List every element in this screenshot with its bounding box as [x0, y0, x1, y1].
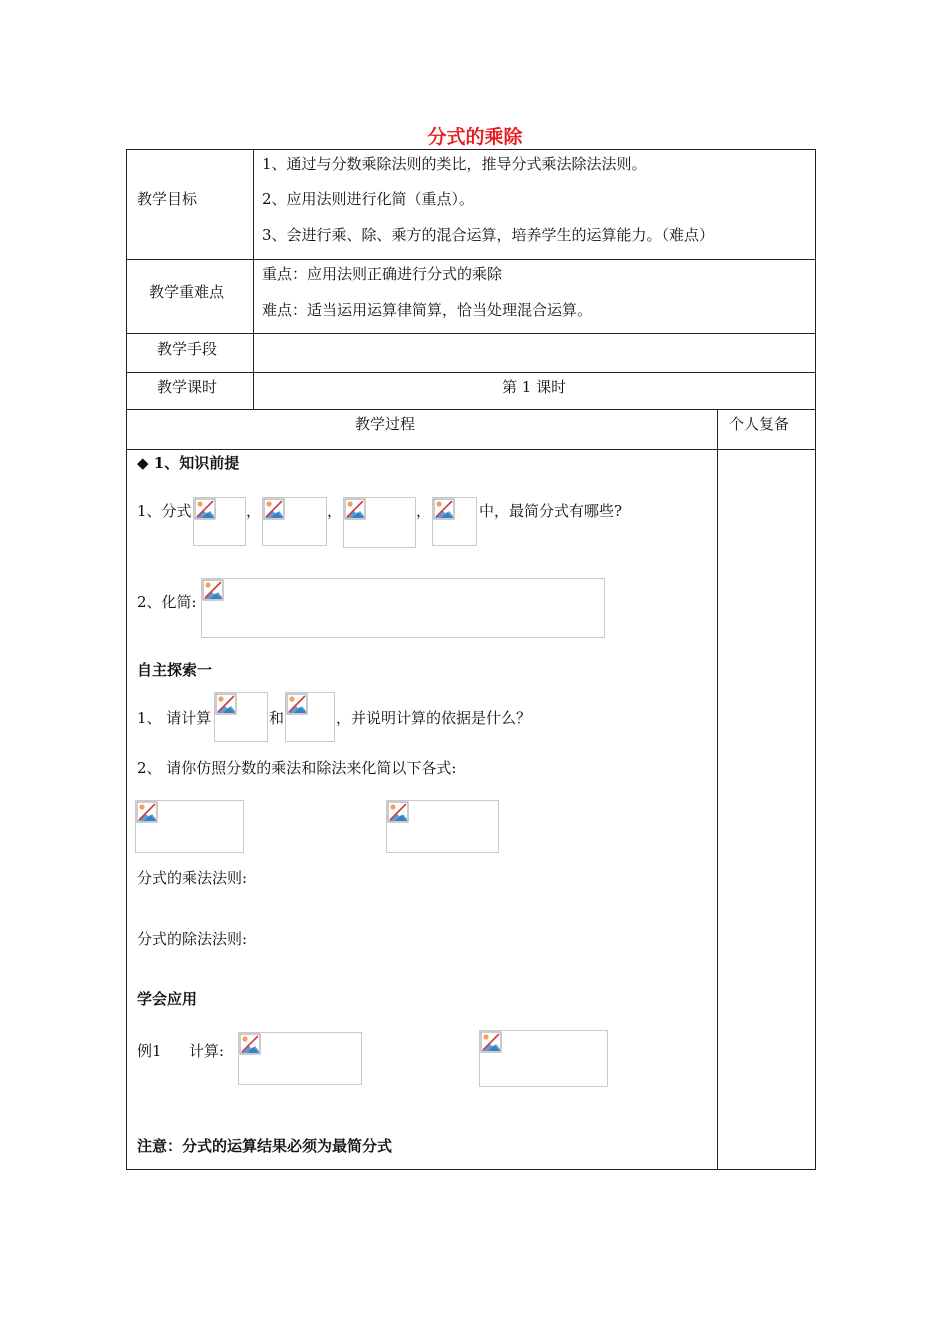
broken-image-icon: [201, 578, 605, 638]
period-label: 教学课时: [157, 378, 218, 396]
page-title: 分式的乘除: [427, 126, 523, 148]
question-text: 1、 请计算: [137, 709, 212, 727]
row-divider: [126, 333, 816, 334]
table-border: [126, 1169, 816, 1170]
means-label: 教学手段: [157, 340, 218, 358]
example-prefix: 计算:: [189, 1042, 225, 1060]
row-divider: [126, 449, 816, 450]
table-border: [126, 149, 816, 150]
question-text: 1、分式: [137, 502, 192, 520]
goal-item: 2、应用法则进行化简（重点）。: [262, 190, 475, 208]
separator: ，: [327, 502, 343, 520]
section-heading: 自主探索一: [137, 661, 213, 679]
row-divider: [126, 409, 816, 410]
broken-image-icon: [386, 800, 499, 853]
broken-image-icon: [285, 692, 335, 742]
keypoint-item: 难点：适当运用运算律简算，恰当处理混合运算。: [262, 301, 593, 319]
diamond-bullet-icon: ◆: [137, 454, 149, 472]
process-header: 教学过程: [355, 415, 416, 433]
broken-image-icon: [238, 1032, 362, 1085]
broken-image-icon: [193, 497, 246, 546]
period-value: 第 1 课时: [502, 378, 567, 396]
row-divider: [126, 259, 816, 260]
section-heading-text: 1、知识前提: [148, 454, 240, 472]
question-text: 2、 请你仿照分数的乘法和除法来化简以下各式:: [137, 759, 457, 777]
goal-item: 1、通过与分数乘除法则的类比，推导分式乘法除法法则。: [262, 155, 647, 173]
broken-image-icon: [214, 692, 268, 742]
goal-item: 3、会进行乘、除、乘方的混合运算，培养学生的运算能力。（难点）: [262, 226, 715, 244]
broken-image-icon: [343, 497, 416, 548]
row-divider: [126, 372, 816, 373]
example-label: 例1: [137, 1042, 162, 1060]
rule-label: 分式的乘法法则:: [137, 869, 248, 887]
keypoint-item: 重点：应用法则正确进行分式的乘除: [262, 265, 503, 283]
question-text: 和: [269, 709, 285, 727]
section-heading: [137, 453, 239, 473]
table-border: [126, 149, 127, 1170]
broken-image-icon: [432, 497, 477, 546]
note-text: 注意：分式的运算结果必须为最简分式: [137, 1137, 393, 1155]
keypoints-label: 教学重难点: [149, 283, 225, 301]
table-border: [815, 149, 816, 1170]
question-text: ，并说明计算的依据是什么？: [336, 709, 532, 727]
section-heading: 学会应用: [137, 990, 198, 1008]
broken-image-icon: [479, 1030, 608, 1087]
column-divider: [253, 149, 254, 410]
question-text: 2、化简:: [137, 593, 197, 611]
column-divider: [717, 409, 718, 1170]
rule-label: 分式的除法法则:: [137, 930, 248, 948]
goals-label: 教学目标: [137, 190, 198, 208]
separator: ，: [246, 502, 262, 520]
broken-image-icon: [262, 497, 327, 546]
separator: ，: [416, 502, 432, 520]
broken-image-icon: [135, 800, 244, 853]
side-header: 个人复备: [729, 415, 790, 433]
question-text: 中，最简分式有哪些?: [479, 502, 623, 520]
